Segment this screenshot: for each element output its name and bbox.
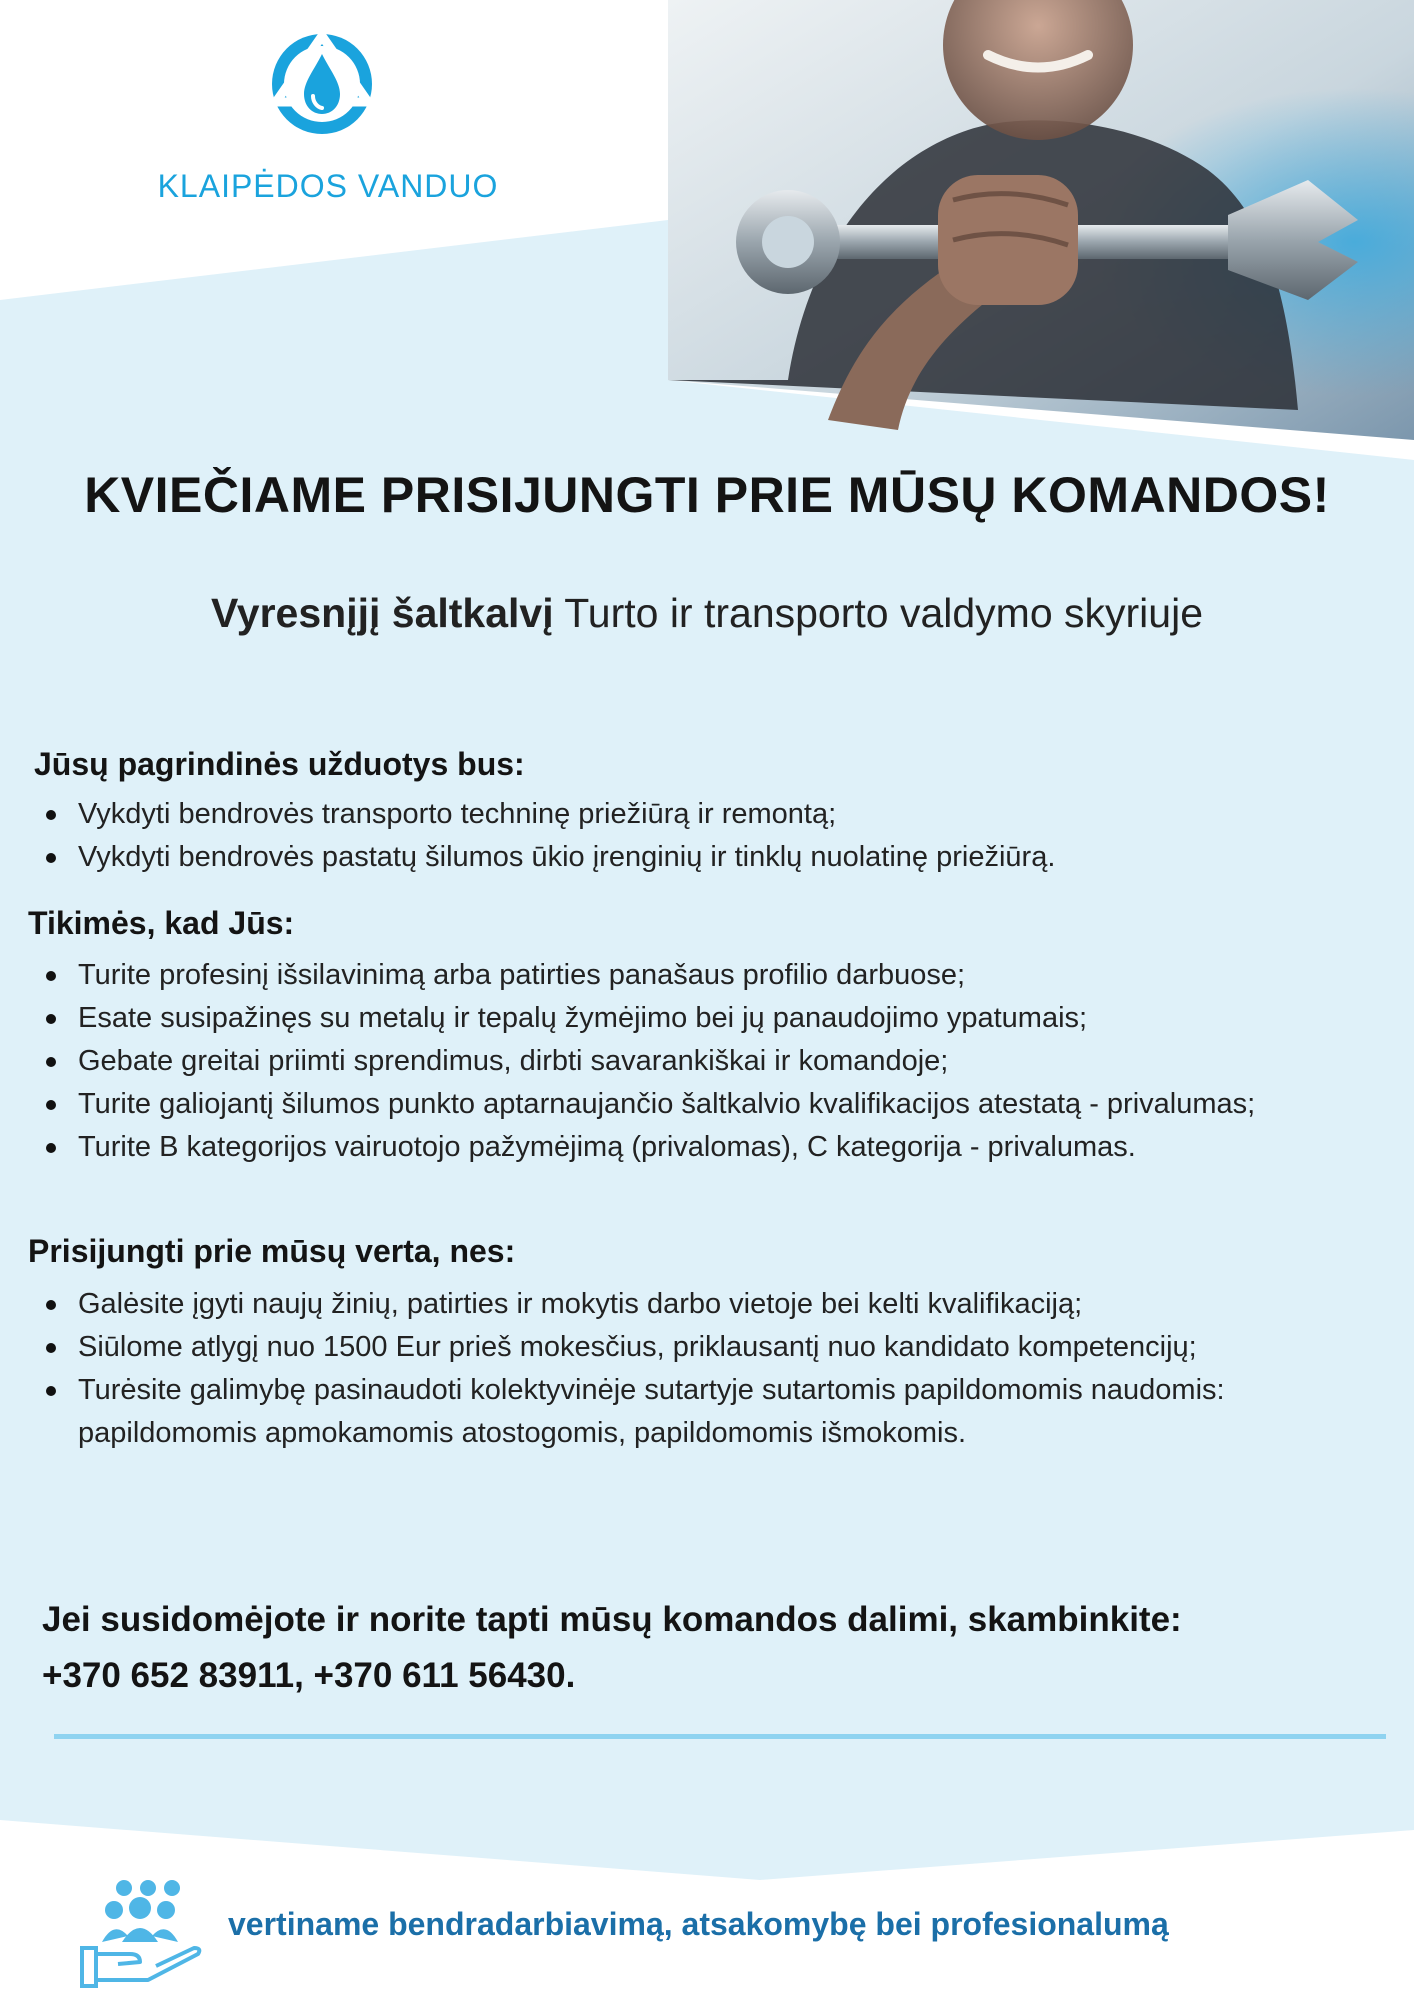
list-item: Vykdyti bendrovės pastatų šilumos ūkio įrenginių ir tinklų nuolatinę priežiūrą. [26, 836, 1386, 879]
company-logo [138, 30, 518, 210]
worker-holding-wrench-photo [668, 0, 1414, 440]
footer-slogan: vertiname bendradarbiavimą, atsakomybę bei profesionalumą [228, 1906, 1169, 1942]
contact-phones[interactable]: +370 652 83911, +370 611 56430. [42, 1656, 576, 1695]
list-item: Siūlome atlygį nuo 1500 Eur prieš mokesčius, priklausantį nuo kandidato kompetencijų; [26, 1326, 1396, 1369]
company-name: KLAIPĖDOS VANDUO [157, 168, 499, 204]
contact-block [42, 1592, 1382, 1704]
position-title-department: Turto ir transporto valdymo skyriuje [553, 590, 1204, 636]
divider [54, 1734, 1386, 1739]
benefits-list [26, 1283, 1396, 1455]
section-title-tasks: Jūsų pagrindinės užduotys bus: [34, 746, 525, 782]
contact-text: Jei susidomėjote ir norite tapti mūsų komandos dalimi, skambinkite: [42, 1600, 1182, 1639]
list-item: Turėsite galimybę pasinaudoti kolektyvinėje sutartyje sutartomis papildomomis naudomis: papildomomis apmokamomis atostogomis, papildomomis išmokomis. [26, 1369, 1396, 1455]
position-title-bold: Vyresnįjį šaltkalvį [210, 590, 554, 636]
section-title-expectations: Tikimės, kad Jūs: [28, 905, 295, 941]
list-item: Galėsite įgyti naujų žinių, patirties ir mokytis darbo vietoje bei kelti kvalifikaciją; [26, 1283, 1396, 1326]
list-item: Esate susipažinęs su metalų ir tepalų žymėjimo bei jų panaudojimo ypatumais; [26, 997, 1256, 1040]
water-drop-icon [268, 30, 376, 138]
tasks-list [26, 793, 1386, 879]
expectations-list [26, 954, 1256, 1169]
team-hand-icon [78, 1880, 204, 1988]
section-title-benefits: Prisijungti prie mūsų verta, nes: [28, 1233, 516, 1269]
list-item: Vykdyti bendrovės transporto techninę priežiūrą ir remontą; [26, 793, 1386, 836]
position-title [0, 590, 1414, 637]
list-item: Turite galiojantį šilumos punkto aptarnaujančio šaltkalvio kvalifikacijos atestatą - privalumas; [26, 1083, 1256, 1126]
list-item: Gebate greitai priimti sprendimus, dirbti savarankiškai ir komandoje; [26, 1040, 1256, 1083]
list-item: Turite B kategorijos vairuotojo pažymėjimą (privalomas), C kategorija - privalumas. [26, 1126, 1256, 1169]
page-headline: KVIEČIAME PRISIJUNGTI PRIE MŪSŲ KOMANDOS! [84, 467, 1330, 523]
list-item: Turite profesinį išsilavinimą arba patirties panašaus profilio darbuose; [26, 954, 1256, 997]
